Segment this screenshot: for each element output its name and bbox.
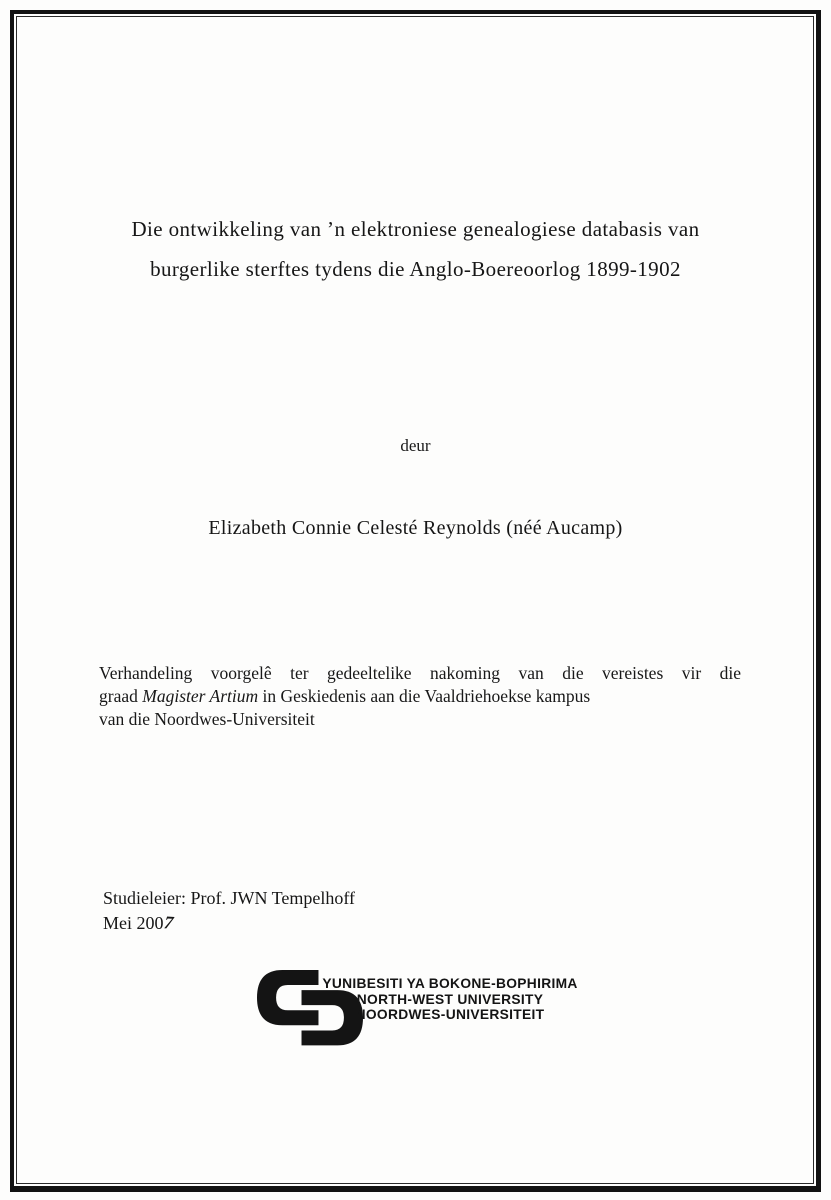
degree-statement-line-2-pre: graad <box>99 686 143 706</box>
university-logo-text <box>319 976 581 1023</box>
university-logo <box>257 970 581 1046</box>
degree-statement-line-1: Verhandeling voorgelê ter gedeeltelike nakoming van die vereistes vir die <box>99 663 741 683</box>
thesis-title-line-1: Die ontwikkeling van ’n elektroniese genealogiese databasis van <box>131 217 700 241</box>
date-prefix: Mei 200 <box>103 912 164 933</box>
logo-text-setswana: YUNIBESITI YA BOKONE-BOPHIRIMA <box>322 976 578 991</box>
date-last-digit: 7 <box>160 911 176 933</box>
author-name: Elizabeth Connie Celesté Reynolds (néé Aucamp) <box>208 517 623 539</box>
thesis-title <box>60 209 771 289</box>
degree-statement-line-3: van die Noordwes-Universiteit <box>99 709 315 729</box>
date-line <box>103 911 355 936</box>
degree-statement <box>99 662 741 731</box>
byline-deur: deur <box>400 436 431 455</box>
logo-text-english: NORTH-WEST UNIVERSITY <box>356 991 544 1007</box>
degree-statement-line-2 <box>99 685 741 708</box>
supervisor-block <box>103 886 355 935</box>
logo-text-afrikaans: NOORDWES-UNIVERSITEIT <box>355 1007 545 1023</box>
degree-name-italic: Magister Artium <box>142 686 259 706</box>
supervisor-line: Studieleier: Prof. JWN Tempelhoff <box>103 888 356 908</box>
degree-statement-line-2-post: in Geskiedenis aan die Vaaldriehoekse kampus <box>258 686 591 706</box>
thesis-title-line-2: burgerlike sterftes tydens die Anglo-Boereoorlog 1899-1902 <box>150 257 681 281</box>
